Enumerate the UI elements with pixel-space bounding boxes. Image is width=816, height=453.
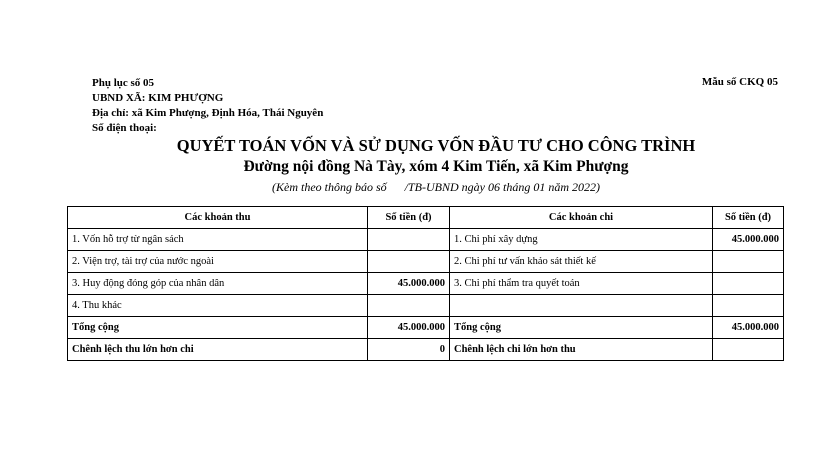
document-subtitle: Đường nội đồng Nà Tày, xóm 4 Kim Tiến, xã Kim Phượng <box>243 158 629 175</box>
expense-over-revenue-amount <box>713 339 784 361</box>
phone-line: Số điện thoại: <box>92 122 157 134</box>
revenue-amount <box>368 295 450 317</box>
document-title: QUYẾT TOÁN VỐN VÀ SỬ DỤNG VỐN ĐẦU TƯ CHO CÔNG TRÌNH <box>176 136 696 155</box>
table-header-row <box>68 207 784 229</box>
expense-amount <box>713 295 784 317</box>
revenue-item: 1. Vốn hỗ trợ từ ngân sách <box>68 229 368 251</box>
revenue-amount <box>368 251 450 273</box>
revenue-amount: 45.000.000 <box>368 273 450 295</box>
table-row <box>68 251 784 273</box>
header-revenue-items: Các khoản thu <box>68 207 368 229</box>
address-line: Địa chỉ: xã Kim Phượng, Định Hóa, Thái Nguyên <box>92 107 324 119</box>
table-row <box>68 229 784 251</box>
revenue-item: 3. Huy động đóng góp của nhân dân <box>68 273 368 295</box>
expense-over-revenue-label: Chênh lệch chi lớn hơn thu <box>450 339 713 361</box>
expense-item: 2. Chi phí tư vấn khảo sát thiết kế <box>450 251 713 273</box>
revenue-amount <box>368 229 450 251</box>
expense-amount <box>713 251 784 273</box>
revenue-item: 4. Thu khác <box>68 295 368 317</box>
attachment-note-part1: (Kèm theo thông báo số <box>272 180 387 194</box>
attachment-note <box>0 180 816 195</box>
table-row <box>68 273 784 295</box>
expense-amount: 45.000.000 <box>713 229 784 251</box>
expense-amount <box>713 273 784 295</box>
total-expense-label: Tổng cộng <box>450 317 713 339</box>
header-expense-amount: Số tiền (đ) <box>713 207 784 229</box>
revenue-over-expense-label: Chênh lệch thu lớn hơn chi <box>68 339 368 361</box>
expense-item <box>450 295 713 317</box>
total-revenue-label: Tổng cộng <box>68 317 368 339</box>
total-revenue-amount: 45.000.000 <box>368 317 450 339</box>
header-expense-items: Các khoản chi <box>450 207 713 229</box>
total-row <box>68 317 784 339</box>
revenue-item: 2. Viện trợ, tài trợ của nước ngoài <box>68 251 368 273</box>
revenue-over-expense-amount: 0 <box>368 339 450 361</box>
total-expense-amount: 45.000.000 <box>713 317 784 339</box>
organization-name: UBND XÃ: KIM PHƯỢNG <box>92 92 224 104</box>
attachment-note-part2: /TB-UBND ngày 06 tháng 01 năm 2022) <box>404 180 600 194</box>
expense-item: 1. Chi phí xây dựng <box>450 229 713 251</box>
settlement-table <box>67 206 784 361</box>
table-row <box>68 295 784 317</box>
expense-item: 3. Chi phí thẩm tra quyết toán <box>450 273 713 295</box>
form-code: Mẫu số CKQ 05 <box>701 76 778 88</box>
difference-row <box>68 339 784 361</box>
appendix-label: Phụ lục số 05 <box>92 77 155 89</box>
header-revenue-amount: Số tiền (đ) <box>368 207 450 229</box>
